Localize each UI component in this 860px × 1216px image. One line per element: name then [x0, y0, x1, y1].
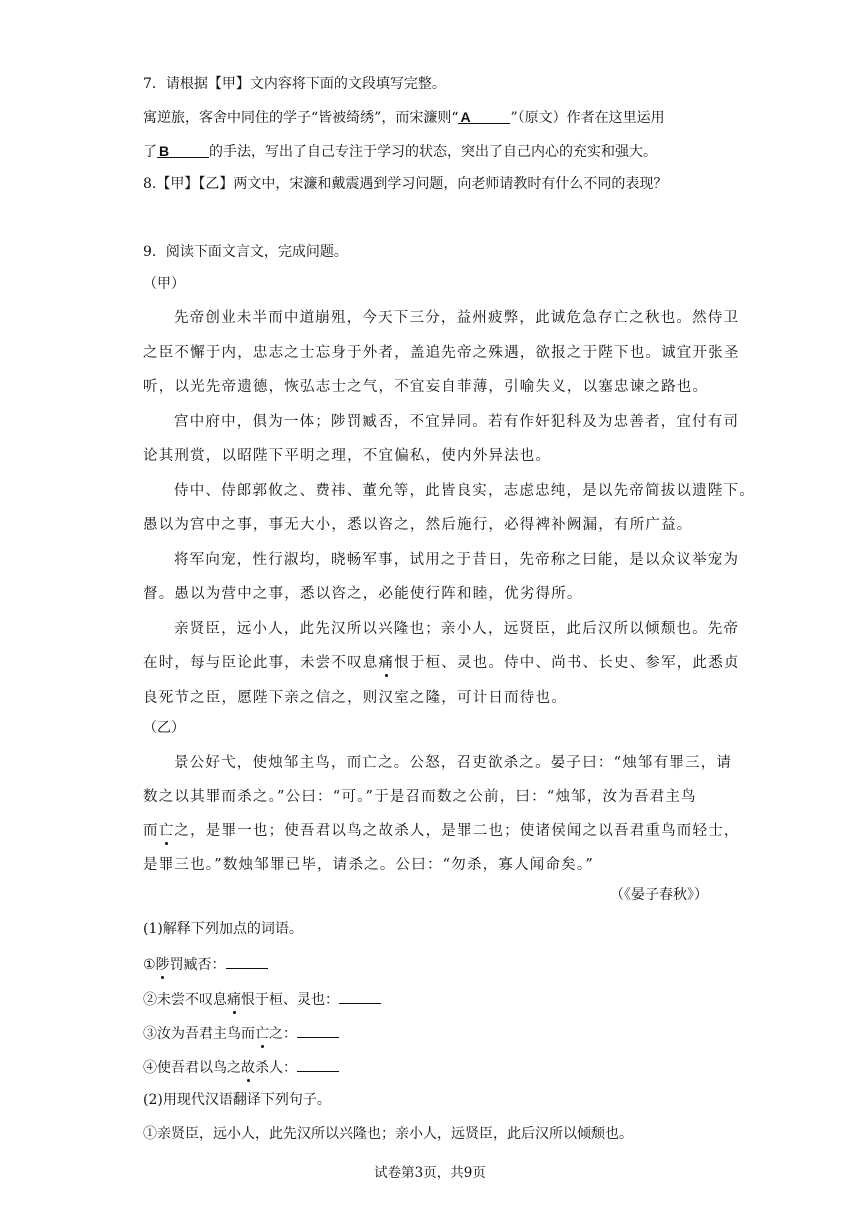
- sub1-item-4-num: ④: [143, 1060, 157, 1076]
- jia-line-11-a: 在时，每与臣论此事，未尝不叹息: [143, 655, 379, 671]
- sub2-item-1: ①亲贤臣，远小人，此先汉所以兴隆也；亲小人，远贤臣，此后汉所以倾颓也。: [143, 1126, 633, 1142]
- source-citation: （《晏子春秋》）: [610, 887, 708, 903]
- sub1-item-2-pre: 未尝不叹息: [157, 992, 227, 1008]
- dotted-word-tong: 痛: [378, 655, 395, 671]
- dotted-word-wang: 亡: [158, 823, 175, 839]
- yi-line-3-a: 而: [143, 823, 159, 839]
- jia-line-12: 良死节之臣，愿陛下亲之信之，则汉室之隆，可计日而待也。: [143, 690, 567, 706]
- q9-jia-label: （甲）: [143, 276, 185, 292]
- sub1-item-4-answer-blank[interactable]: [297, 1055, 339, 1072]
- q7-line-2-b: 的手法，写出了自己专注于学习的状态，突出了自己内心的充实和强大。: [209, 144, 657, 160]
- sub1-title: (1)解释下列加点的词语。: [143, 921, 303, 937]
- jia-line-6: 侍中、侍郎郭攸之、费祎、董允等，此皆良实，志虑忠纯，是以先帝简拔以遗陛下。: [174, 483, 755, 499]
- sub1-item-3-answer-blank[interactable]: [297, 1021, 339, 1038]
- q8-text: 8.【甲】【乙】两文中，宋濂和戴震遇到学习问题，向老师请教时有什么不同的表现？: [143, 176, 668, 192]
- q7-blank-b-letter: B: [159, 143, 170, 159]
- yi-line-1: 景公好弋，使烛邹主鸟，而亡之。公怒，召吏欲杀之。晏子曰：“烛邹有罪三，请: [174, 755, 733, 771]
- q7-blank-a-letter: A: [460, 109, 471, 125]
- sub1-item-3-dotted-word: 亡: [255, 1026, 269, 1042]
- q7-line-1-a: 寓逆旅，客舍中同住的学子“皆被绮绣”，而宋濂则“: [143, 110, 459, 126]
- sub1-item-2-post: 恨于桓、灵也：: [241, 992, 339, 1008]
- jia-line-10: 亲贤臣，远小人，此先汉所以兴隆也；亲小人，远贤臣，此后汉所以倾颓也。先帝: [174, 621, 740, 637]
- jia-line-4: 宫中府中，俱为一体；陟罚臧否，不宜异同。若有作奸犯科及为忠善者，宜付有司: [174, 414, 740, 430]
- yi-line-4: 是罪三也。”数烛邹罪已毕，请杀之。公曰：“勿杀，寡人闻命矣。”: [143, 857, 594, 873]
- q7-line-1: [143, 107, 665, 128]
- jia-line-8: 将军向宠，性行淑均，晓畅军事，试用之于昔日，先帝称之曰能，是以众议举宠为: [174, 552, 740, 568]
- sub1-item-2-answer-blank[interactable]: [339, 987, 381, 1004]
- jia-line-3: 听，以光先帝遗德，恢弘志士之气，不宜妄自菲薄，引喻失义，以塞忠谏之路也。: [143, 379, 709, 395]
- sub1-item-4-dotted-word: 故: [241, 1060, 255, 1076]
- sub1-item-1-answer-blank[interactable]: [226, 952, 268, 969]
- jia-line-7: 愚以为宫中之事，事无大小，悉以咨之，然后施行，必得裨补阙漏，有所广益。: [143, 517, 693, 533]
- q7-blank-a[interactable]: [458, 107, 510, 124]
- jia-line-11: [143, 653, 740, 673]
- page-footer: 试卷第3页，共9页: [374, 1165, 486, 1181]
- sub1-item-2-dotted-word: 痛: [227, 992, 241, 1008]
- yi-line-3-b: 之，是罪一也；使吾君以鸟之故杀人，是罪二也；使诸侯闻之以吾君重鸟而轻士，: [174, 823, 740, 839]
- sub1-item-4-pre: 使吾君以鸟之: [157, 1060, 241, 1076]
- sub1-item-1: [143, 952, 268, 975]
- sub1-item-1-post: 罚臧否：: [169, 957, 226, 973]
- sub2-title: (2)用现代汉语翻译下列句子。: [143, 1092, 331, 1108]
- yi-line-2: 数之以其罪而杀之。”公曰：“可。”于是召而数之公前，曰：“烛邹，汝为吾君主鸟: [143, 789, 697, 805]
- sub1-item-3-pre: 汝为吾君主鸟而: [157, 1026, 255, 1042]
- sub1-item-2: [143, 987, 381, 1010]
- jia-line-9: 督。愚以为营中之事，悉以咨之，必能使行阵和睦，优劣得所。: [143, 586, 583, 602]
- q7-line-2-a: 了: [143, 144, 157, 160]
- q7-line-2: [143, 141, 657, 162]
- jia-line-1: 先帝创业未半而中道崩殂，今天下三分，益州疲弊，此诚危急存亡之秋也。然侍卫: [174, 310, 740, 326]
- sub1-item-4-post: 杀人：: [255, 1060, 297, 1076]
- sub1-item-1-num: ①: [143, 957, 156, 973]
- q9-title: 9．阅读下面文言文，完成问题。: [143, 244, 348, 260]
- sub1-item-3-num: ③: [143, 1026, 157, 1042]
- jia-line-5: 论其刑赏，以昭陛下平明之理，不宜偏私，使内外异法也。: [143, 448, 552, 464]
- sub1-item-4: [143, 1055, 339, 1078]
- sub1-item-2-num: ②: [143, 992, 157, 1008]
- jia-line-11-b: 恨于桓、灵也。侍中、尚书、长史、参军，此悉贞: [394, 655, 740, 671]
- q7-blank-b[interactable]: [157, 141, 209, 158]
- q7-title: 7．请根据【甲】文内容将下面的文段填写完整。: [143, 76, 446, 92]
- q9-yi-label: （乙）: [143, 720, 185, 736]
- yi-line-3: [143, 821, 740, 841]
- sub1-item-3: [143, 1021, 339, 1044]
- sub1-item-1-dotted-word: 陟: [155, 957, 170, 973]
- jia-line-2: 之臣不懈于内，忠志之士忘身于外者，盖追先帝之殊遇，欲报之于陛下也。诚宜开张圣: [143, 345, 740, 361]
- sub1-item-3-post: 之：: [269, 1026, 297, 1042]
- q7-line-1-b: ”（原文）作者在这里运用: [510, 110, 665, 126]
